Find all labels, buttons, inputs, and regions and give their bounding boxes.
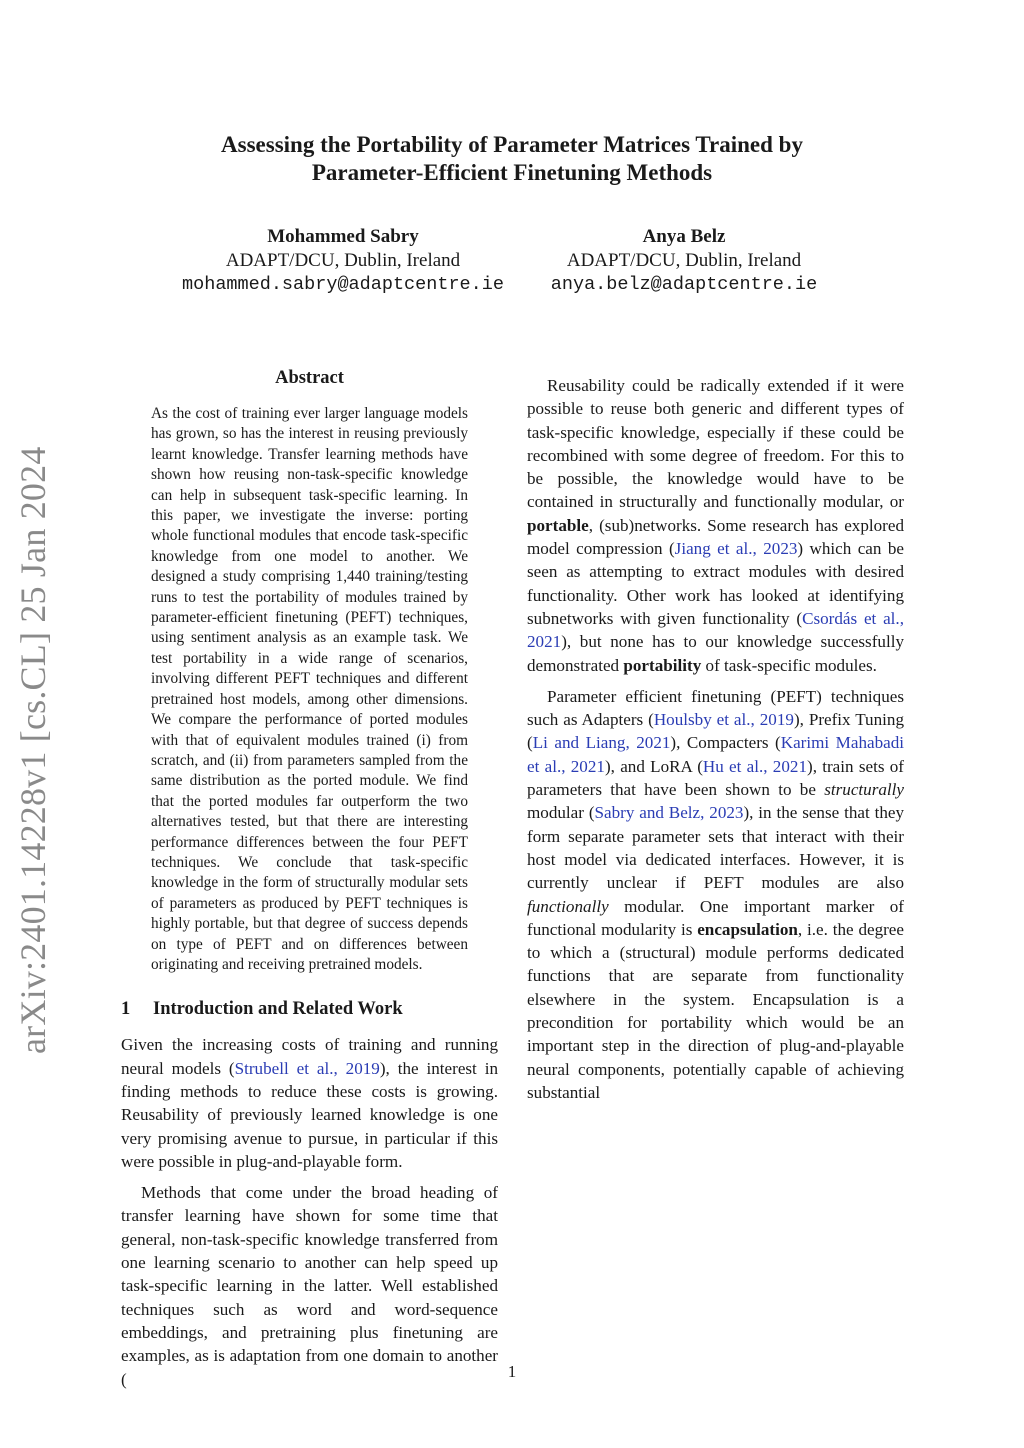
left-column [121,366,498,1391]
citation-link[interactable]: Karimi Mahabadi et al., 2021 [527,733,905,776]
section-title: Introduction and Related Work [153,999,403,1020]
author-block-1 [160,225,526,297]
right-column [527,366,904,1104]
paragraph-text: ), the interest in finding methods to reduce these costs is growing. Reusability of previously learned knowledge is one very promising avenue to pursue, in particular if this were possible in plug-and-playable form. [121,1058,499,1171]
paragraph-text: Methods that come under the broad heading of transfer learning have shown for some time that general, non-task-specific knowledge transferred from one learning scenario to another can help speed up task-specific learning in the latter. Well established techniques such as word and word-sequence embeddings, and pretraining plus finetuning are examples, as is adaptation from one domain to another ( [121,1183,498,1389]
author-email[interactable]: anya.belz@adaptcentre.ie [550,274,818,295]
author-email[interactable]: mohammed.sabry@adaptcentre.ie [182,274,504,295]
page-number: 1 [507,1362,517,1381]
paragraph-text: ), Compacters ( [670,733,781,753]
author-affiliation: ADAPT/DCU, Dublin, Ireland [225,250,461,271]
section-number: 1 [121,999,131,1020]
author-affiliation: ADAPT/DCU, Dublin, Ireland [566,250,802,271]
paragraph-text: ), but none has to our knowledge successfully demonstrated [527,632,904,675]
paragraph-text: ), train sets of parameters that have been shown to be [527,756,904,800]
italic-term: functionally [527,896,609,916]
paragraph-text: of task-specific modules. [701,655,877,675]
paragraph-text: ), and LoRA ( [604,756,703,776]
abstract-heading: Abstract [275,368,344,388]
paragraph-text: ), Prefix Tuning ( [527,710,904,753]
paper-title [120,131,904,187]
bold-term: portable [527,515,589,535]
author-name: Anya Belz [642,226,726,247]
paragraph-text: modular. One important marker of functional modularity is [527,896,904,939]
citation-link[interactable]: Houlsby et al., 2019 [653,710,794,730]
intro-paragraph-3 [527,374,904,677]
paragraph-text: Given the increasing costs of training and running neural models ( [121,1035,498,1078]
bold-term: portability [623,655,702,675]
paragraph-text: ), in the sense that they form separate parameter sets that interact with their host model via dedicated interfaces. However, it is currently unclear if PEFT modules are also [527,803,905,893]
intro-paragraph-4 [527,685,904,1104]
paragraph-text: Parameter efficient finetuning (PEFT) techniques such as Adapters ( [527,686,904,730]
paragraph-text: Reusability could be radically extended if it were possible to reuse both generic and different types of task-specific knowledge, especially if these could be recombined with some degree of freedom. For this to be possible, the knowledge would have to be contained in structurally and functionally modular, or [527,376,904,512]
citation-link[interactable]: Jiang et al., 2023 [674,539,798,559]
section-heading-introduction [121,997,498,1021]
paragraph-text: , (sub)networks. Some research has explored model compression ( [527,515,904,559]
citation-link[interactable]: Csordás et al., 2021 [527,608,904,652]
intro-paragraph-2 [121,1181,498,1391]
author-block-2 [532,225,836,297]
bold-term: encapsulation [697,919,798,939]
title-line-1: Assessing the Portability of Parameter Matrices Trained by [221,132,803,157]
title-line-2: Parameter-Efficient Finetuning Methods [311,160,713,185]
citation-link[interactable]: Hu et al., 2021 [702,756,807,776]
intro-paragraph-1 [121,1033,498,1173]
italic-term: structurally [824,780,904,800]
paragraph-text: modular ( [527,803,595,823]
paragraph-text: , i.e. the degree to which a (structural) module performs dedicated functions that are separate from functionality elsewhere in the system. Encapsulation is a precondition for portability which would be an important step in the direction of plug-and-playable neural components, potentially capable of achieving substantial [527,919,904,1102]
paragraph-text: ) which can be seen as attempting to extract modules with desired functionality. Other work has looked at identifying subnetworks with given functionality ( [527,539,904,628]
citation-link[interactable]: Sabry and Belz, 2023 [594,803,744,823]
citation-link[interactable]: Li and Liang, 2021 [532,733,671,753]
abstract-text: As the cost of training ever larger language models has grown, so has the interest in reusing previously learnt knowledge. Transfer learning methods have shown how reusing non-task-specific knowledge can help in subsequent task-specific learning. In this paper, we investigate the inverse: porting whole functional modules that encode task-specific knowledge from one model to another. We designed a study comprising 1,440 training/testing runs to test the portability of modules trained by parameter-efficient finetuning (PEFT) techniques, using sentiment analysis as an example task. We test portability in a wide range of scenarios, involving different PEFT techniques and different pretrained host models, among other dimensions. We compare the performance of ported modules with that of equivalent modules trained (i) from scratch, and (ii) from parameters sampled from the same distribution as the ported module. We find that the ported modules far outperform the two alternatives tested, but that there are interesting performance differences between the four PEFT techniques. We conclude that task-specific knowledge in the form of structurally modular sets of parameters as produced by PEFT techniques is highly portable, but that degree of success depends on type of PEFT and on differences between originating and receiving pretrained models. [151,405,468,973]
citation-link[interactable]: Strubell et al., 2019 [234,1058,380,1078]
arxiv-identifier-stamp: arXiv:2401.14228v1 [cs.CL] 25 Jan 2024 [13,446,53,1054]
author-name: Mohammed Sabry [267,226,419,247]
